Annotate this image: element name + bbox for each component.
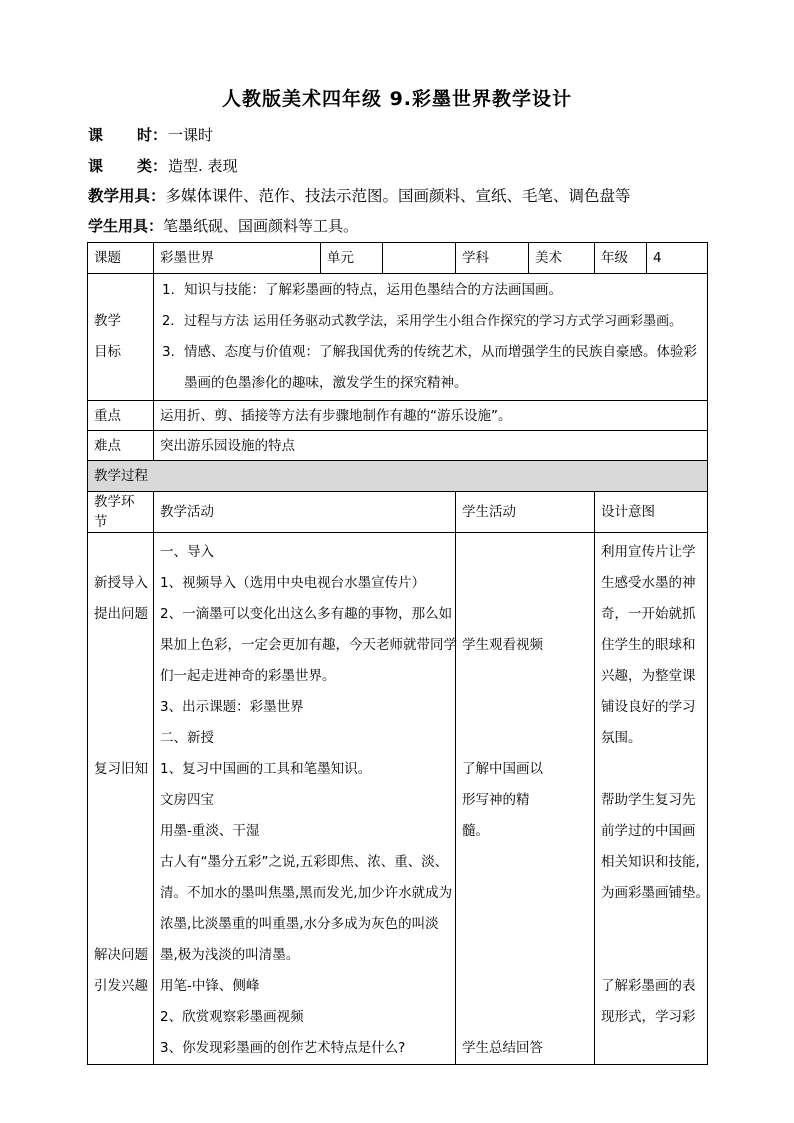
goals-label [88,274,154,401]
teacher-activity-line: 墨,极为浅淡的叫清墨。 [160,947,300,963]
student-activity-line: 了解中国画以 [462,761,543,777]
difficulty-text: 突出游乐园设施的特点 [154,431,708,461]
design-intent-line: 生感受水墨的神 [601,575,696,591]
teacher-activity-line: 们一起走进神奇的彩墨世界。 [160,668,336,684]
stage-item: 提出问题 [94,606,148,622]
goal-text-3: 情感、态度与价值观：了解我国优秀的传统艺术，从而增强学生的民族自豪感。体验彩墨画的色墨渗化的趣味，激发学生的探究精神。 [184,344,697,391]
lesson-time-label-b: 时： [137,126,168,144]
goals-label-line-2: 目标 [94,344,121,360]
design-intent-line: 氛围。 [601,730,642,746]
student-activity-line: 学生总结回答 [462,1040,543,1056]
student-activity-line: 髓。 [462,823,489,839]
difficulty-label: 难点 [88,431,154,461]
topic-label: 课题 [88,243,154,274]
goals-row [88,274,708,401]
column-stage: 教学环节 [88,492,154,533]
teacher-activity-line: 清。不加水的墨叫焦墨,黑而发光,加少许水就成为 [160,885,453,901]
topic-value: 彩墨世界 [154,243,321,274]
grade-label: 年级 [595,243,647,274]
design-intent-line: 帮助学生复习先 [601,792,696,808]
student-activity-line: 学生观看视频 [462,637,543,653]
student-activity-column [456,533,595,1065]
design-intent-line: 为画彩墨画铺垫。 [601,885,709,901]
teacher-activity-column [154,533,456,1065]
goal-text-1: 知识与技能：了解彩墨画的特点，运用色墨结合的方法画国画。 [184,282,562,298]
student-activity-line: 形写神的精 [462,792,530,808]
goals-label-line-1: 教学 [94,313,121,329]
design-intent-line: 奇，一开始就抓 [601,606,696,622]
difficulty-row [88,431,708,461]
teacher-activity-line: 1、复习中国画的工具和笔墨知识。 [160,761,372,777]
goal-item-2 [162,306,703,337]
goal-num-3: 3. [162,344,175,360]
column-design: 设计意图 [595,492,708,533]
lesson-type-label-a: 课 [88,157,104,175]
key-point-text: 运用折、剪、插接等方法有步骤地制作有趣的“游乐设施”。 [154,401,708,431]
teacher-activity-line: 1、视频导入（选用中央电视台水墨宣传片） [160,575,426,591]
unit-label: 单元 [321,243,383,274]
design-intent-line: 铺设良好的学习 [601,699,696,715]
goal-item-3 [162,337,703,399]
column-teacher: 教学活动 [154,492,456,533]
design-intent-column [595,533,708,1065]
design-intent-line: 兴趣，为整堂课 [601,668,696,684]
process-body-row [88,533,708,1065]
teacher-activity-line: 果加上色彩，一定会更加有趣，今天老师就带同学 [160,637,457,653]
teacher-tools-label: 教学用具： [88,187,166,205]
teacher-activity-line: 一、导入 [160,544,214,560]
goal-num-2: 2. [162,314,175,329]
design-intent-line: 利用宣传片让学 [601,544,696,560]
key-point-label: 重点 [88,401,154,431]
column-student: 学生活动 [456,492,595,533]
teacher-activity-line: 2、欣赏观察彩墨画视频 [160,1009,304,1025]
teacher-activity-line: 浓墨,比淡墨重的叫重墨,水分多成为灰色的叫淡 [160,916,439,932]
lesson-time-label [88,125,168,145]
student-tools-line [88,216,358,236]
lesson-type-line [88,156,238,176]
subject-value: 美术 [529,243,595,274]
design-intent-line: 住学生的眼球和 [601,637,696,653]
goals-content [154,274,708,401]
goals-list [162,275,703,399]
column-header-row [88,492,708,533]
design-intent-line: 现形式，学习彩 [601,1009,696,1025]
lesson-type-value: 造型. 表现 [168,157,238,175]
process-header-row [88,461,708,492]
lesson-time-label-a: 课 [88,126,104,144]
goal-num-1: 1. [162,282,175,298]
stage-item: 引发兴趣 [94,978,148,994]
teacher-activity-line: 用墨-重淡、干湿 [160,823,260,839]
design-intent-line: 相关知识和技能, [601,854,700,870]
stage-item: 新授导入 [94,575,148,591]
teacher-activity-line: 用笔-中锋、侧峰 [160,978,260,994]
info-row [88,243,708,274]
document-title: 人教版美术四年级 9.彩墨世界教学设计 [221,88,573,110]
student-tools-value: 笔墨纸砚、国画颜料等工具。 [163,217,359,235]
lesson-type-label-b: 类： [137,157,168,175]
teacher-tools-line [88,186,631,206]
teacher-activity-line: 3、你发现彩墨画的创作艺术特点是什么? [160,1040,406,1056]
design-intent-line: 前学过的中国画 [601,823,696,839]
design-intent-line: 了解彩墨画的表 [601,978,696,994]
teacher-activity-line: 古人有“墨分五彩”之说,五彩即焦、浓、重、淡、 [160,854,449,870]
teacher-activity-line: 2、一滴墨可以变化出这么多有趣的事物，那么如 [160,606,453,622]
teacher-activity-line: 3、出示课题：彩墨世界 [160,699,304,715]
student-tools-label: 学生用具： [88,217,164,235]
teacher-activity-line: 二、新授 [160,730,214,746]
goal-item-1 [162,275,703,306]
key-point-row [88,401,708,431]
unit-value [383,243,456,274]
teacher-tools-value: 多媒体课件、范作、技法示范图。国画颜料、宣纸、毛笔、调色盘等 [165,187,631,205]
goal-text-2: 过程与方法 运用任务驱动式教学法，采用学生小组合作探究的学习方式学习画彩墨画。 [184,314,683,329]
stage-item: 复习旧知 [94,761,148,777]
teacher-activity-line: 文房四宝 [160,792,214,808]
stage-column [88,533,154,1065]
subject-label: 学科 [456,243,529,274]
lesson-type-label [88,156,168,176]
stage-item: 解决问题 [94,947,148,963]
lesson-time-line [88,125,213,145]
process-header: 教学过程 [88,461,708,492]
lesson-plan-table [87,242,708,1065]
lesson-time-value: 一课时 [168,126,214,144]
grade-value: 4 [647,243,708,274]
